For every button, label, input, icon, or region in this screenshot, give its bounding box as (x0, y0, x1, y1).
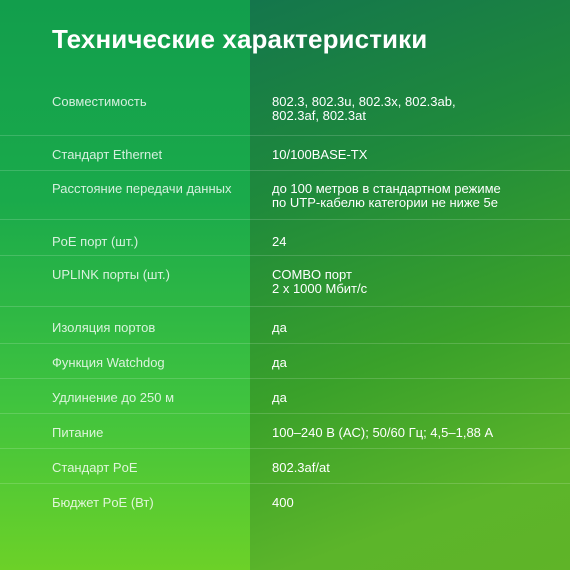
spec-value: 10/100BASE-TX (272, 147, 368, 162)
spec-label: Стандарт PoE (52, 460, 138, 475)
row-divider (0, 255, 570, 256)
row-divider (0, 219, 570, 220)
spec-label: UPLINK порты (шт.) (52, 267, 170, 282)
background-left-panel (0, 0, 250, 570)
spec-value: COMBO порт 2 x 1000 Мбит/с (272, 267, 368, 296)
spec-value: да (272, 355, 287, 370)
page-title: Технические характеристики (52, 24, 428, 54)
spec-label: Расстояние передачи данных (52, 181, 232, 196)
spec-label: Функция Watchdog (52, 355, 165, 370)
spec-label: PoE порт (шт.) (52, 234, 139, 249)
row-divider (0, 483, 570, 484)
spec-value: 802.3af/at (272, 460, 330, 475)
spec-label: Удлинение до 250 м (52, 390, 175, 405)
spec-value: 802.3, 802.3u, 802.3x, 802.3ab, 802.3af, 802.3at (272, 94, 456, 123)
spec-value: да (272, 320, 287, 335)
spec-value: 400 (272, 495, 294, 510)
spec-label: Питание (52, 425, 104, 440)
row-divider (0, 170, 570, 171)
spec-label: Бюджет PoE (Вт) (52, 495, 154, 510)
row-divider (0, 413, 570, 414)
spec-label: Изоляция портов (52, 320, 156, 335)
row-divider (0, 448, 570, 449)
spec-value: до 100 метров в стандартном режиме по UTP-кабелю категории не ниже 5е (272, 181, 501, 210)
spec-label: Стандарт Ethernet (52, 147, 163, 162)
spec-value: 100–240 В (AC); 50/60 Гц; 4,5–1,88 A (272, 425, 494, 440)
row-divider (0, 378, 570, 379)
row-divider (0, 343, 570, 344)
row-divider (0, 306, 570, 307)
spec-value: да (272, 390, 287, 405)
row-divider (0, 135, 570, 136)
spec-value: 24 (272, 234, 287, 249)
spec-label: Совместимость (52, 94, 147, 109)
